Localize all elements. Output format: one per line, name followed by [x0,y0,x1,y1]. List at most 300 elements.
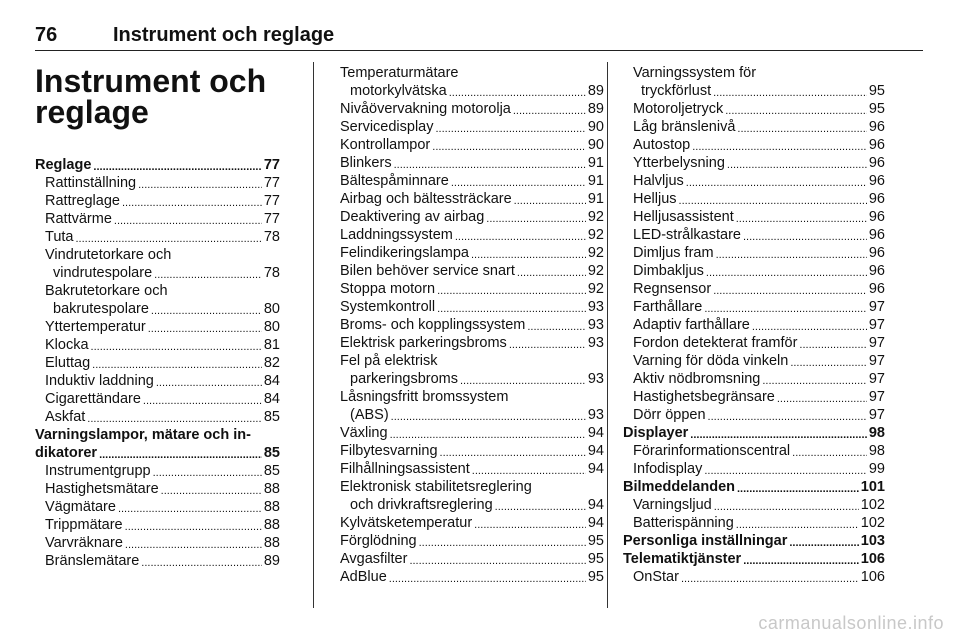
toc-entry-doda-vinkeln[interactable] [623,352,885,370]
toc-entry-led-stralkastare[interactable] [623,226,885,244]
toc-page: 96 [868,281,885,297]
toc-page: 82 [263,355,280,371]
toc-entry-varningslampor-line-1[interactable]: Varningslampor, mätare och in- [35,427,251,443]
page-number: 76 [35,24,58,46]
toc-label: Blinkers [340,155,392,171]
toc-page: 92 [587,209,604,225]
toc-page: 88 [263,499,280,515]
toc-entry-hastighetsmatare[interactable] [35,480,280,498]
leader-dots [92,358,262,372]
toc-page: 88 [263,517,280,533]
leader-dots [75,232,261,246]
toc-entry-telematiktjanster[interactable] [623,550,885,568]
toc-label: Dimljus fram [633,245,714,261]
toc-page: 97 [868,389,885,405]
toc-entry-rattreglage[interactable] [35,192,280,210]
toc-label: Eluttag [45,355,91,371]
toc-page: 91 [587,191,604,207]
toc-page: 85 [263,409,280,425]
toc-entry-bakrute-line-1[interactable]: Bakrutetorkare och [45,283,168,299]
toc-label: Bränslemätare [45,553,140,569]
toc-entry-forarinformationscentral[interactable] [623,442,885,460]
toc-entry-farthallare[interactable] [623,298,885,316]
leader-dots [148,322,262,336]
chapter-heading-line-1: Instrument och [35,63,267,99]
toc-label: Askfat [45,409,86,425]
toc-label: Kontrollampor [340,137,431,153]
leader-dots [792,446,867,460]
toc-page: 97 [868,317,885,333]
toc-entry-vindrute-line-1[interactable]: Vindrutetorkare och [45,247,172,263]
leader-dots [394,158,586,172]
leader-dots [713,284,867,298]
leader-dots [125,520,262,534]
toc-label: Autostop [633,137,691,153]
toc-entry-dimljus-fram[interactable] [623,244,885,262]
toc-page: 85 [263,463,280,479]
leader-dots [437,302,586,316]
toc-page: 77 [263,175,280,191]
toc-entry-vindrute[interactable] [35,264,280,282]
toc-entry-laddningssystem[interactable] [340,226,604,244]
toc-page: 98 [868,443,885,459]
toc-page: 99 [868,461,885,477]
toc-entry-ytterbelysning[interactable] [623,154,885,172]
leader-dots [460,374,586,388]
toc-page: 96 [868,119,885,135]
toc-entry-varvraknare[interactable] [35,534,280,552]
toc-page: 106 [860,551,885,567]
toc-entry-adblue[interactable] [340,568,604,586]
leader-dots [706,266,867,280]
toc-page: 77 [263,211,280,227]
leader-dots [704,302,867,316]
toc-label: Farthållare [633,299,703,315]
toc-entry-autostop[interactable] [623,136,885,154]
toc-entry-servicedisplay[interactable] [340,118,604,136]
leader-dots [449,86,586,100]
toc-page: 77 [263,157,280,173]
toc-page: 92 [587,227,604,243]
leader-dots [527,320,586,334]
toc-entry-tuta[interactable] [35,228,280,246]
toc-label: Trippmätare [45,517,123,533]
toc-page: 96 [868,191,885,207]
toc-page: 95 [868,101,885,117]
toc-entry-reglage[interactable] [35,156,280,174]
toc-label: Dörr öppen [633,407,706,423]
toc-label: Instrumentgrupp [45,463,151,479]
leader-dots [762,374,867,388]
toc-page: 93 [587,371,604,387]
toc-page: 89 [263,553,280,569]
toc-entry-filbytesvarning[interactable] [340,442,604,460]
toc-page: 90 [587,137,604,153]
toc-label: och drivkraftsreglering [350,497,493,513]
toc-entry-instrumentgrupp[interactable] [35,462,280,480]
toc-entry-rattinstallning[interactable] [35,174,280,192]
toc-label: dikatorer [35,445,98,461]
toc-page: 84 [263,373,280,389]
leader-dots [517,266,586,280]
toc-page: 94 [587,497,604,513]
toc-entry-bakrute[interactable] [35,300,280,318]
toc-label: Infodisplay [633,461,703,477]
leader-dots [389,572,586,586]
leader-dots [799,338,866,352]
toc-label: Adaptiv farthållare [633,317,750,333]
toc-entry-halvljus[interactable] [623,172,885,190]
toc-label: Elektrisk parkeringsbroms [340,335,507,351]
toc-entry-varningslampor[interactable] [35,444,280,462]
toc-page: 94 [587,443,604,459]
leader-dots [713,86,867,100]
toc-entry-infodisplay[interactable] [623,460,885,478]
toc-entry-systemkontroll[interactable] [340,298,604,316]
leader-dots [743,230,867,244]
toc-entry-bilen-service[interactable] [340,262,604,280]
toc-entry-askfat[interactable] [35,408,280,426]
toc-entry-avgasfilter[interactable] [340,550,604,568]
toc-label: Ytterbelysning [633,155,725,171]
toc-label: Reglage [35,157,92,173]
leader-dots [391,410,586,424]
toc-entry-broms-koppling[interactable] [340,316,604,334]
toc-entry-helljusassistent[interactable] [623,208,885,226]
toc-entry-fordon-framfor[interactable] [623,334,885,352]
toc-label: Laddningssystem [340,227,453,243]
toc-page: 96 [868,209,885,225]
column-divider-1 [313,62,314,608]
toc-label: Induktiv laddning [45,373,154,389]
toc-page: 84 [263,391,280,407]
toc-label: Cigarettändare [45,391,141,407]
toc-entry-fel-pa-line-1[interactable]: Fel på elektrisk [340,353,438,369]
leader-dots [436,122,586,136]
toc-entry-varningsljud[interactable] [623,496,885,514]
toc-entry-baltespaminnare[interactable] [340,172,604,190]
toc-page: 102 [860,515,885,531]
toc-page: 97 [868,335,885,351]
toc-entry-esc[interactable] [340,496,604,514]
leader-dots [419,536,586,550]
toc-page: 96 [868,173,885,189]
toc-page: 92 [587,281,604,297]
toc-label: parkeringsbroms [350,371,458,387]
watermark: carmanualsonline.info [758,613,944,633]
toc-entry-kylvatsketemperatur[interactable] [340,514,604,532]
toc-entry-tryckforlust[interactable] [623,82,885,100]
toc-entry-kontrollampor[interactable] [340,136,604,154]
leader-dots [727,158,867,172]
toc-page: 89 [587,83,604,99]
toc-page: 97 [868,353,885,369]
toc-entry-tryckforlust-line-1[interactable]: Varningssystem för [633,65,757,81]
toc-entry-deaktivering-airbag[interactable] [340,208,604,226]
toc-page: 96 [868,227,885,243]
toc-label: Varningsljud [633,497,712,513]
toc-label: Airbag och bältessträckare [340,191,512,207]
toc-page: 96 [868,245,885,261]
leader-dots [777,392,867,406]
toc-label: Rattinställning [45,175,137,191]
leader-dots [99,448,262,462]
toc-page: 90 [587,119,604,135]
leader-dots [151,304,262,318]
toc-entry-stoppa-motorn[interactable] [340,280,604,298]
leader-dots [440,446,586,460]
leader-dots [472,464,586,478]
running-title: Instrument och reglage [113,24,335,46]
toc-page: 93 [587,317,604,333]
toc-label: Displayer [623,425,689,441]
toc-label: motorkylvätska [350,83,447,99]
toc-label: Tuta [45,229,74,245]
toc-label: Helljusassistent [633,209,734,225]
leader-dots [743,554,859,568]
toc-label: Förglödning [340,533,417,549]
toc-entry-abs[interactable] [340,406,604,424]
toc-page: 98 [868,425,885,441]
leader-dots [509,338,586,352]
toc-entry-nivaovervakning[interactable] [340,100,604,118]
leader-dots [156,376,262,390]
toc-entry-temperaturmatare-line-1[interactable]: Temperaturmätare [340,65,459,81]
toc-label: Bilmeddelanden [623,479,735,495]
toc-entry-klocka[interactable] [35,336,280,354]
toc-label: Batterispänning [633,515,734,531]
leader-dots [679,194,867,208]
toc-entry-onstar[interactable] [623,568,885,586]
leader-dots [789,536,858,550]
leader-dots [154,268,262,282]
toc-entry-blinkers[interactable] [340,154,604,172]
leader-dots [752,320,867,334]
toc-label: Deaktivering av airbag [340,209,485,225]
leader-dots [138,178,262,192]
leader-dots [690,428,867,442]
leader-dots [143,394,262,408]
leader-dots [513,104,586,118]
leader-dots [495,500,586,514]
toc-label: Motoroljetryck [633,101,724,117]
toc-entry-fel-pa-parkeringsbroms[interactable] [340,370,604,388]
toc-page: 93 [587,299,604,315]
toc-label: Bilen behöver service snart [340,263,515,279]
toc-label: Dimbakljus [633,263,704,279]
leader-dots [93,160,261,174]
leader-dots [692,140,867,154]
toc-page: 94 [587,425,604,441]
toc-label: tryckförlust [641,83,712,99]
toc-page: 80 [263,319,280,335]
toc-entry-personliga-installningar[interactable] [623,532,885,550]
leader-dots [736,518,859,532]
toc-entry-temperaturmatare[interactable] [340,82,604,100]
toc-entry-yttertemperatur[interactable] [35,318,280,336]
toc-page: 97 [868,407,885,423]
toc-column-3 [623,64,885,586]
toc-entry-esc-line-1[interactable]: Elektronisk stabilitetsreglering [340,479,532,495]
toc-entry-vagmatare[interactable] [35,498,280,516]
toc-page: 92 [587,245,604,261]
toc-page: 102 [860,497,885,513]
toc-label: Låg bränslenivå [633,119,736,135]
toc-page: 91 [587,173,604,189]
toc-label: Telematiktjänster [623,551,742,567]
toc-label: Regnsensor [633,281,712,297]
leader-dots [432,140,586,154]
toc-label: Filbytesvarning [340,443,438,459]
toc-label: Yttertemperatur [45,319,146,335]
toc-page: 93 [587,335,604,351]
leader-dots [686,176,867,190]
leader-dots [161,484,262,498]
toc-page: 101 [860,479,885,495]
toc-label: Broms- och kopplingssystem [340,317,526,333]
toc-entry-motoroljetryck[interactable] [623,100,885,118]
toc-entry-abs-line-1[interactable]: Låsningsfritt bromssystem [340,389,509,405]
leader-dots [486,212,586,226]
toc-entry-elektrisk-parkeringsbroms[interactable] [340,334,604,352]
toc-entry-rattvarme[interactable] [35,210,280,228]
toc-label: Systemkontroll [340,299,436,315]
leader-dots [114,214,262,228]
toc-page: 93 [587,407,604,423]
leader-dots [736,212,867,226]
toc-entry-cigarettandare[interactable] [35,390,280,408]
column-divider-2 [607,62,608,608]
toc-page: 94 [587,461,604,477]
toc-label: Rattreglage [45,193,120,209]
toc-label: Personliga inställningar [623,533,788,549]
toc-label: Bältespåminnare [340,173,449,189]
toc-entry-nodbromsning[interactable] [623,370,885,388]
toc-label: Rattvärme [45,211,112,227]
toc-page: 97 [868,299,885,315]
toc-label: Vägmätare [45,499,116,515]
toc-label: AdBlue [340,569,387,585]
toc-entry-adaptiv-farthallare[interactable] [623,316,885,334]
toc-page: 96 [868,155,885,171]
leader-dots [474,518,586,532]
leader-dots [708,410,867,424]
toc-entry-batterispanning[interactable] [623,514,885,532]
leader-dots [87,412,262,426]
toc-page: 80 [263,301,280,317]
leader-dots [91,340,262,354]
toc-label: Servicedisplay [340,119,434,135]
leader-dots [153,466,262,480]
toc-label: Felindikeringslampa [340,245,469,261]
toc-page: 81 [263,337,280,353]
toc-page: 78 [263,265,280,281]
toc-page: 91 [587,155,604,171]
toc-page: 92 [587,263,604,279]
leader-dots [451,176,586,190]
toc-column-1 [35,64,280,570]
leader-dots [118,502,262,516]
toc-label: Filhållningsassistent [340,461,470,477]
leader-dots [455,230,586,244]
toc-entry-filhallningsassistent[interactable] [340,460,604,478]
toc-entry-eluttag[interactable] [35,354,280,372]
toc-label: Förarinformationscentral [633,443,791,459]
toc-label: vindrutespolare [53,265,153,281]
leader-dots [390,428,586,442]
leader-dots [725,104,867,118]
toc-entry-felindikeringslampa[interactable] [340,244,604,262]
toc-entry-helljus[interactable] [623,190,885,208]
toc-page: 106 [860,569,885,585]
toc-label: (ABS) [350,407,389,423]
toc-entry-dorr-oppen[interactable] [623,406,885,424]
toc-label: Klocka [45,337,89,353]
leader-dots [716,248,867,262]
leader-dots [681,572,859,586]
toc-page: 96 [868,137,885,153]
toc-label: Helljus [633,191,677,207]
leader-dots [737,122,866,136]
toc-entry-vaxling[interactable] [340,424,604,442]
toc-entry-trippmatare[interactable] [35,516,280,534]
toc-entry-induktiv-laddning[interactable] [35,372,280,390]
toc-label: Varning för döda vinkeln [633,353,789,369]
page-header [35,24,925,50]
toc-entry-hastighetsbegransare[interactable] [623,388,885,406]
leader-dots [409,554,585,568]
leader-dots [514,194,586,208]
leader-dots [125,538,262,552]
toc-label: Aktiv nödbromsning [633,371,761,387]
toc-page: 85 [263,445,280,461]
toc-label: Varvräknare [45,535,123,551]
leader-dots [790,356,867,370]
toc-label: OnStar [633,569,679,585]
toc-entry-dimbakljus[interactable] [623,262,885,280]
toc-entry-forglodning[interactable] [340,532,604,550]
toc-page: 94 [587,515,604,531]
toc-label: Halvljus [633,173,684,189]
toc-page: 78 [263,229,280,245]
toc-entry-branslematare[interactable] [35,552,280,570]
leader-dots [122,196,262,210]
toc-entry-displayer[interactable] [623,424,885,442]
toc-label: Stoppa motorn [340,281,436,297]
toc-entry-bilmeddelanden[interactable] [623,478,885,496]
toc-page: 96 [868,263,885,279]
leader-dots [714,500,859,514]
toc-page: 95 [587,533,604,549]
toc-page: 97 [868,371,885,387]
toc-label: LED-strålkastare [633,227,741,243]
leader-dots [141,556,262,570]
chapter-heading [35,63,280,130]
header-divider [35,50,923,51]
toc-entry-airbag-baltessträckare[interactable] [340,190,604,208]
toc-entry-lag-branslenivå[interactable] [623,118,885,136]
toc-label: Hastighetsbegränsare [633,389,775,405]
leader-dots [737,482,859,496]
toc-entry-regnsensor[interactable] [623,280,885,298]
toc-page: 88 [263,535,280,551]
toc-page: 89 [587,101,604,117]
toc-page: 95 [587,569,604,585]
toc-label: Avgasfilter [340,551,408,567]
leader-dots [437,284,586,298]
toc-page: 103 [860,533,885,549]
toc-label: Hastighetsmätare [45,481,159,497]
